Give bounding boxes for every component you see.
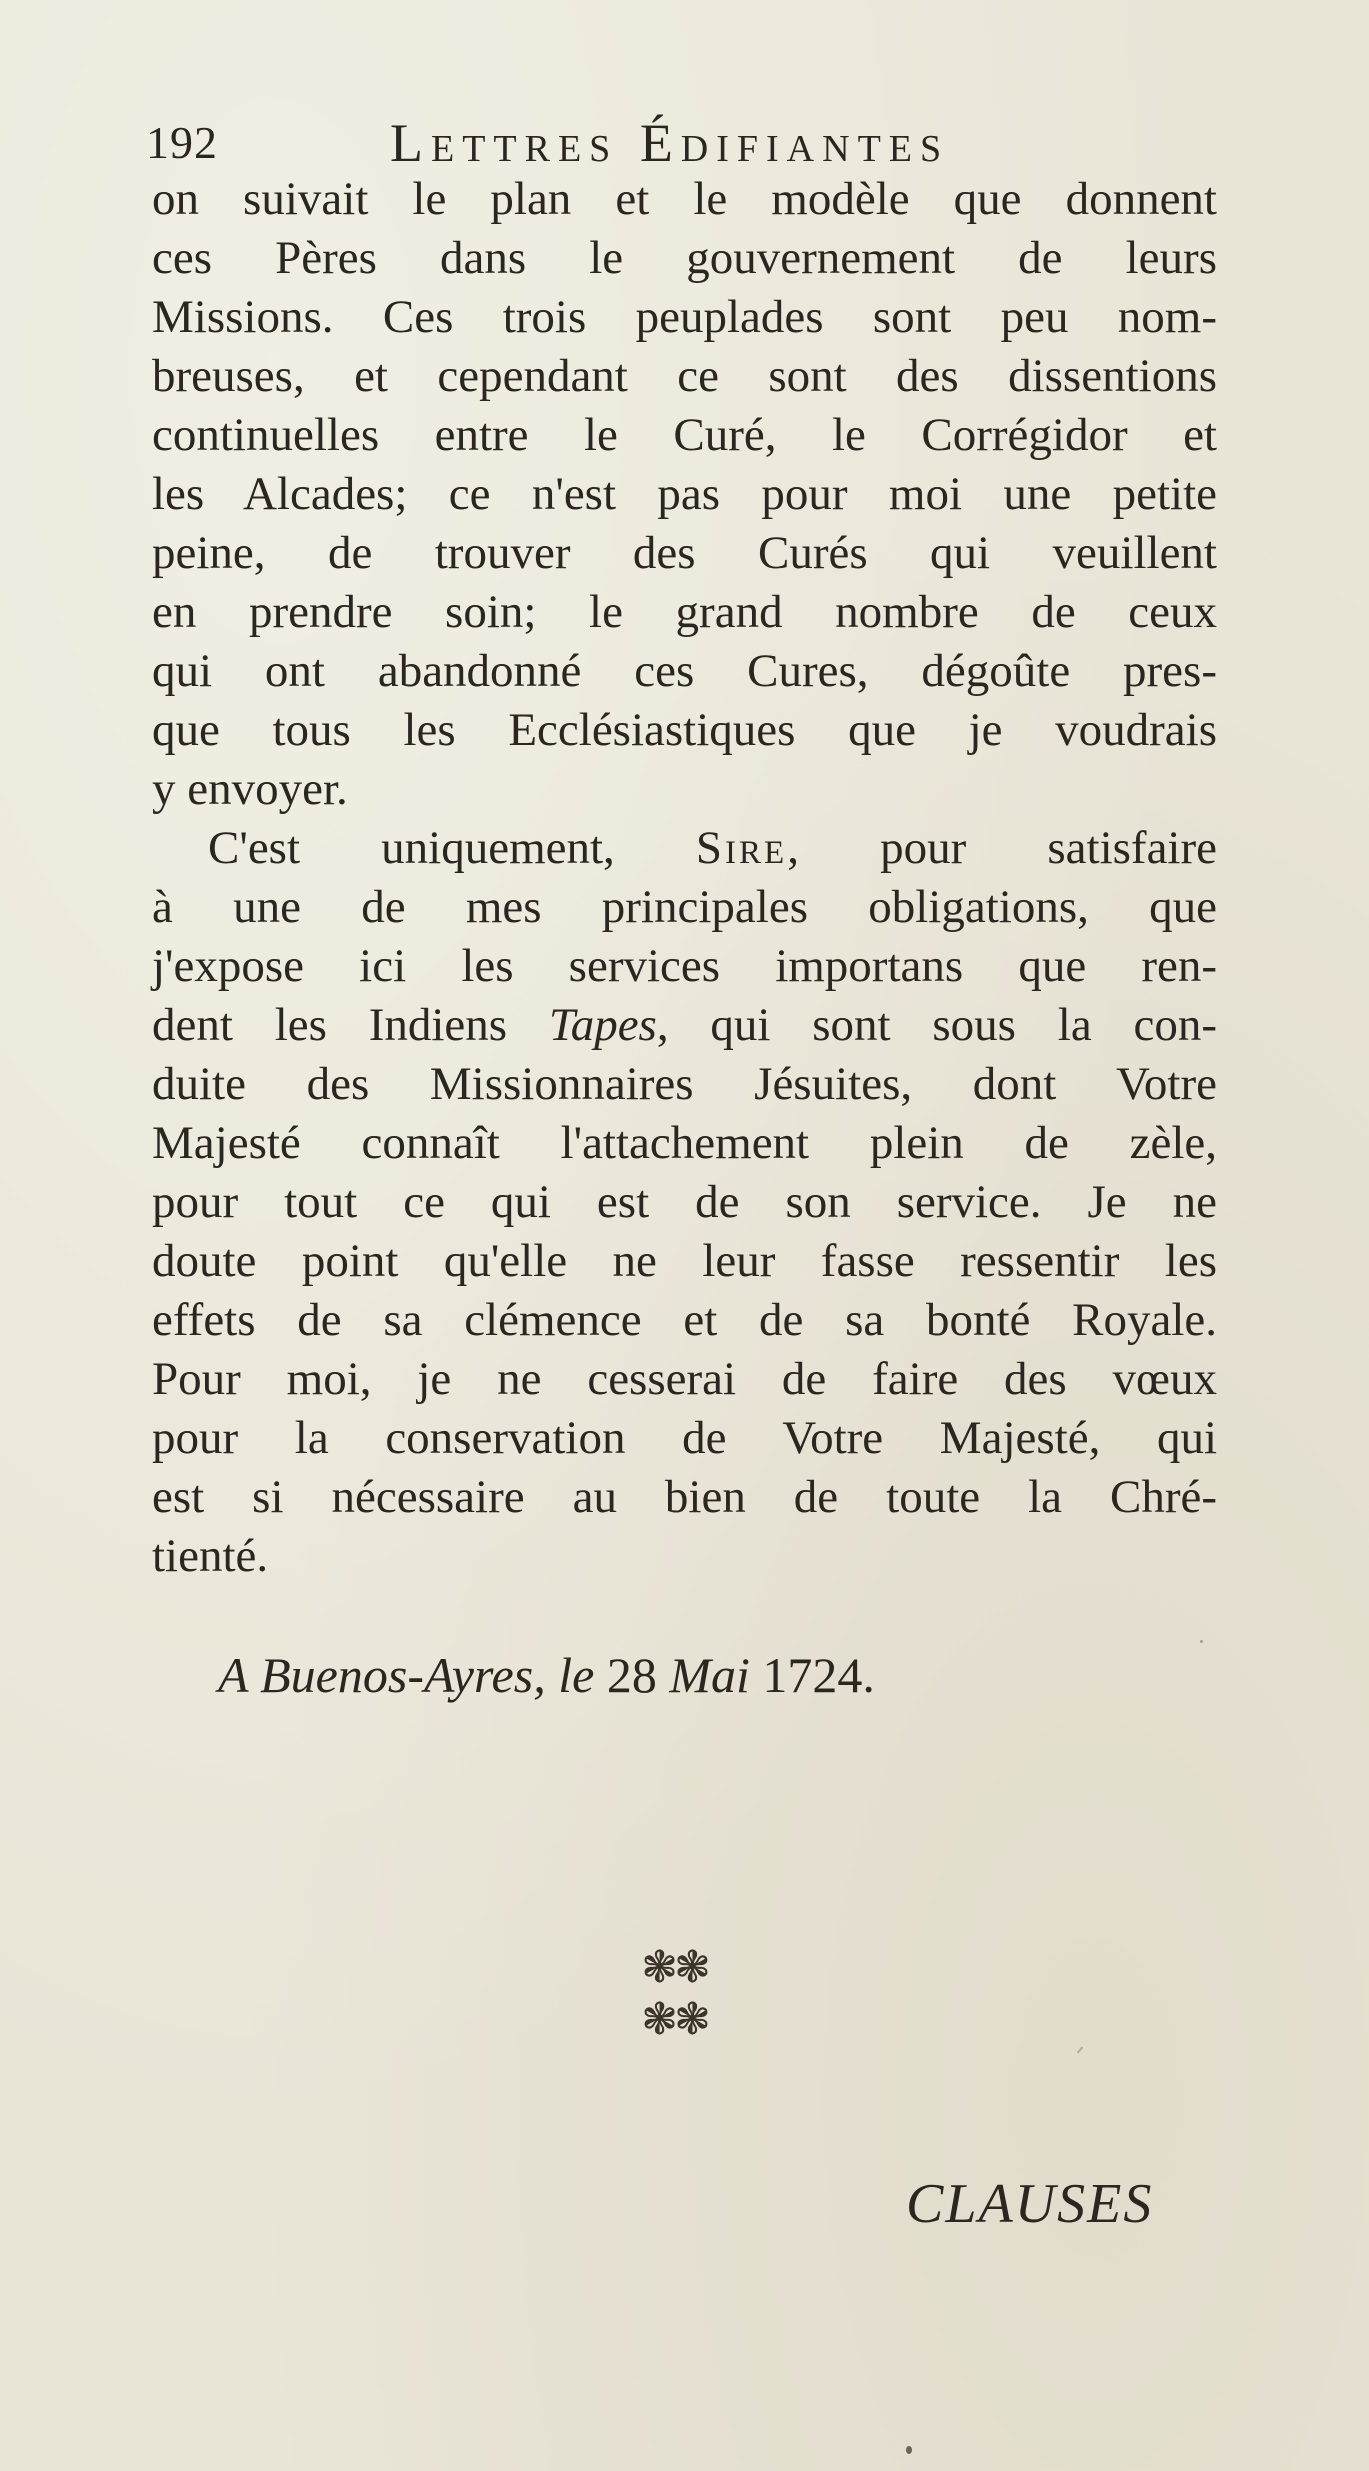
text-line-8: en prendre soin; le grand nombre de ceux <box>152 586 1217 638</box>
page-number: 192 <box>146 117 218 168</box>
running-title: Lettres Édifiantes <box>390 113 950 173</box>
text-line-5: continuelles entre le Curé, le Corrégidor et <box>152 409 1217 461</box>
paragraph2-line-12: est si nécessaire au bien de toute la Chré- <box>152 1471 1217 1523</box>
dateline-month: Mai <box>669 1647 750 1703</box>
paragraph2-line-11: pour la conservation de Votre Majesté, qui <box>152 1412 1217 1464</box>
catchword: CLAUSES <box>906 2173 1154 2235</box>
text-line-11: y envoyer. <box>152 763 348 815</box>
paragraph2-line-9: effets de sa clémence et de sa bonté Royale. <box>152 1294 1217 1346</box>
p2-line4-start: dent les Indiens <box>152 999 508 1051</box>
text-line-1: on suivait le plan et le modèle que donnent <box>152 173 1217 225</box>
fleuron-ornament-icon <box>614 1942 734 2062</box>
ornament-row-2: ❃❃ <box>641 1994 707 2045</box>
text-line-10: que tous les Ecclésiastiques que je voudrais <box>152 704 1217 756</box>
dateline-year: 1724. <box>762 1647 875 1703</box>
paragraph2-line-4 <box>152 996 1217 1055</box>
paragraph2-line-6: Majesté connaît l'attachement plein de zèle, <box>152 1117 1217 1169</box>
paragraph2-line-5: duite des Missionnaires Jésuites, dont Votre <box>152 1058 1217 1110</box>
paragraph2-line-8: doute point qu'elle ne leur fasse ressentir les <box>152 1235 1217 1287</box>
text-line-3: Missions. Ces trois peuplades sont peu nom- <box>152 291 1217 343</box>
paragraph2-line-10: Pour moi, je ne cesserai de faire des vœux <box>152 1353 1217 1405</box>
dateline-day: 28 <box>606 1647 657 1703</box>
p2-line4-end: , qui sont sous la con- <box>656 999 1217 1051</box>
text-line-6: les Alcades; ce n'est pas pour moi une petite <box>152 468 1217 520</box>
paper-speck <box>906 2446 912 2454</box>
ornament-row-1: ❃❃ <box>641 1942 707 1993</box>
dateline-le: le <box>558 1647 595 1703</box>
p2-tapes: Tapes <box>548 999 657 1051</box>
paragraph2-line-13: tienté. <box>152 1530 269 1582</box>
body-text <box>152 170 1217 1586</box>
dateline-place: A Buenos-Ayres, <box>218 1647 546 1703</box>
paragraph2-line-1 <box>152 819 1217 878</box>
paragraph2-line-7: pour tout ce qui est de son service. Je ne <box>152 1176 1217 1228</box>
dateline <box>218 1646 875 1704</box>
text-line-2: ces Pères dans le gouvernement de leurs <box>152 232 1217 284</box>
text-line-7: peine, de trouver des Curés qui veuillent <box>152 527 1217 579</box>
paragraph2-line-2: à une de mes principales obligations, que <box>152 881 1217 933</box>
p2-line1-end: , pour satisfaire <box>787 822 1217 874</box>
paper-speck <box>1077 2046 1084 2053</box>
text-line-4: breuses, et cependant ce sont des dissentions <box>152 350 1217 402</box>
text-line-9: qui ont abandonné ces Cures, dégoûte pres- <box>152 645 1217 697</box>
p2-line1-start: C'est uniquement, <box>208 822 615 874</box>
paper-speck <box>1200 1640 1203 1643</box>
paragraph2-line-3: j'expose ici les services importans que ren- <box>152 940 1217 992</box>
p2-sire: Sire <box>695 822 788 874</box>
